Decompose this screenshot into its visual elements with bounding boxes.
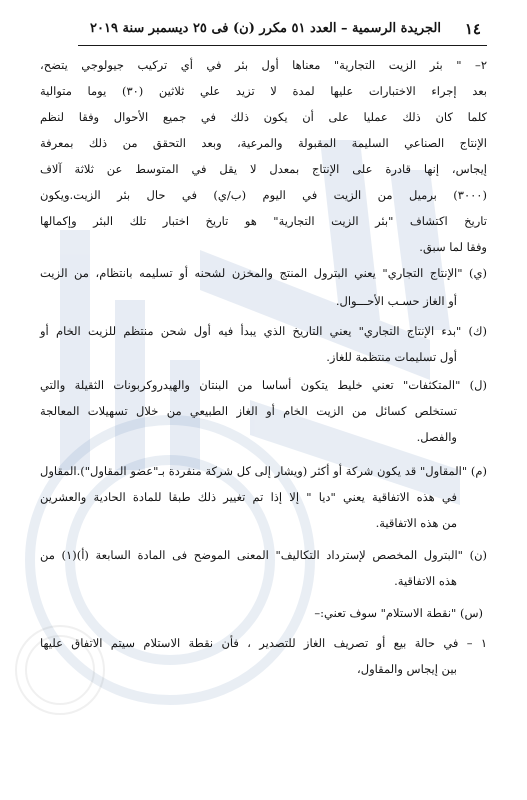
page-number: ١٤ [464, 20, 481, 38]
text-line: (ي) "الإنتاج التجاري" يعني البترول المنتج والمخزن لشحنه أو تسليمه بانتظام، من الزيت [40, 266, 487, 280]
document-body [40, 58, 487, 788]
text-line: (٣٠٠٠) برميل من الزيت في اليوم (ب/ي) في حال بئر الزيت.ويكون [40, 188, 487, 202]
text-line: أو الغاز حسـب الأحـــوال. [335, 294, 457, 308]
text-line: إيجاس، إنها قادرة على الإنتاج بمعدل لا يقل في المتوسط عن ثلاثة آلاف [40, 162, 487, 176]
page-header [0, 14, 527, 48]
text-line: (ك) "بدء الإنتاج التجاري" يعني التاريخ الذي يبدأ فيه أول شحن منتظم للزيت الخام أو [40, 324, 487, 338]
text-line: ٢– " بئر الزيت التجارية" معناها أول بئر في أي تركيب جيولوجي يتضح، [40, 58, 487, 72]
text-line: تستخلص كسائل من الزيت الخام أو الغاز الطبيعي من خلال تسهيلات المعالجة [40, 404, 457, 418]
text-line: بعد إجراء الاختبارات عليها لمدة لا تزيد علي ثلاثين (٣٠) يوما متوالية [40, 84, 487, 98]
header-title: الجريدة الرسمية – العدد ٥١ مكرر (ن) فى ٢٥ ديسمبر سنة ٢٠١٩ [90, 21, 441, 36]
text-line: تاريخ اكتشاف "بئر الزيت التجارية" هو تاريخ اختبار تلك البئر وإكمالها [40, 214, 487, 228]
text-line: (ن) "البترول المخصص لإسترداد التكاليف" المعنى الموضح فى المادة السابعة (أ)(١) من [40, 548, 488, 562]
text-line: والفصل. [416, 430, 457, 444]
text-line: (م) "المقاول" قد يكون شركة أو أكثر (ويشار إلى كل شركة منفردة بـ"عضو المقاول").المقاول [40, 464, 487, 478]
text-line: بين إيجاس والمقاول، [357, 662, 457, 676]
text-line: كلما كان ذلك عمليا على أن يكون ذلك في جميع الأحوال وفقا لنظم [40, 110, 487, 124]
text-line: من هذه الاتفاقية. [375, 516, 457, 530]
text-line: هذه الاتفاقية. [394, 574, 457, 588]
text-line: أول تسليمات منتظمة للغاز. [326, 350, 457, 364]
text-line: الإنتاج الصناعي السليمة المقبولة والمرعية، وبعد التحقق من ذلك بمعرفة [40, 136, 487, 150]
header-rule [78, 45, 487, 46]
text-line: (س) "نقطة الاستلام" سوف تعني:– [314, 606, 483, 620]
text-line: ١ – في حالة بيع أو تصريف الغاز للتصدير ، فأن نقطة الاستلام سيتم الاتفاق عليها [40, 636, 487, 650]
text-line: في هذه الاتفاقية يعني "ديا " إلا إذا تم تغيير ذلك طبقا للمادة الحادية والعشرين [40, 490, 457, 504]
text-line: (ل) "المتكثفات" تعني خليط يتكون أساسا من البنتان والهيدروكربونات الثقيلة والتي [40, 378, 487, 392]
text-line: وفقا لما سبق. [419, 240, 487, 254]
